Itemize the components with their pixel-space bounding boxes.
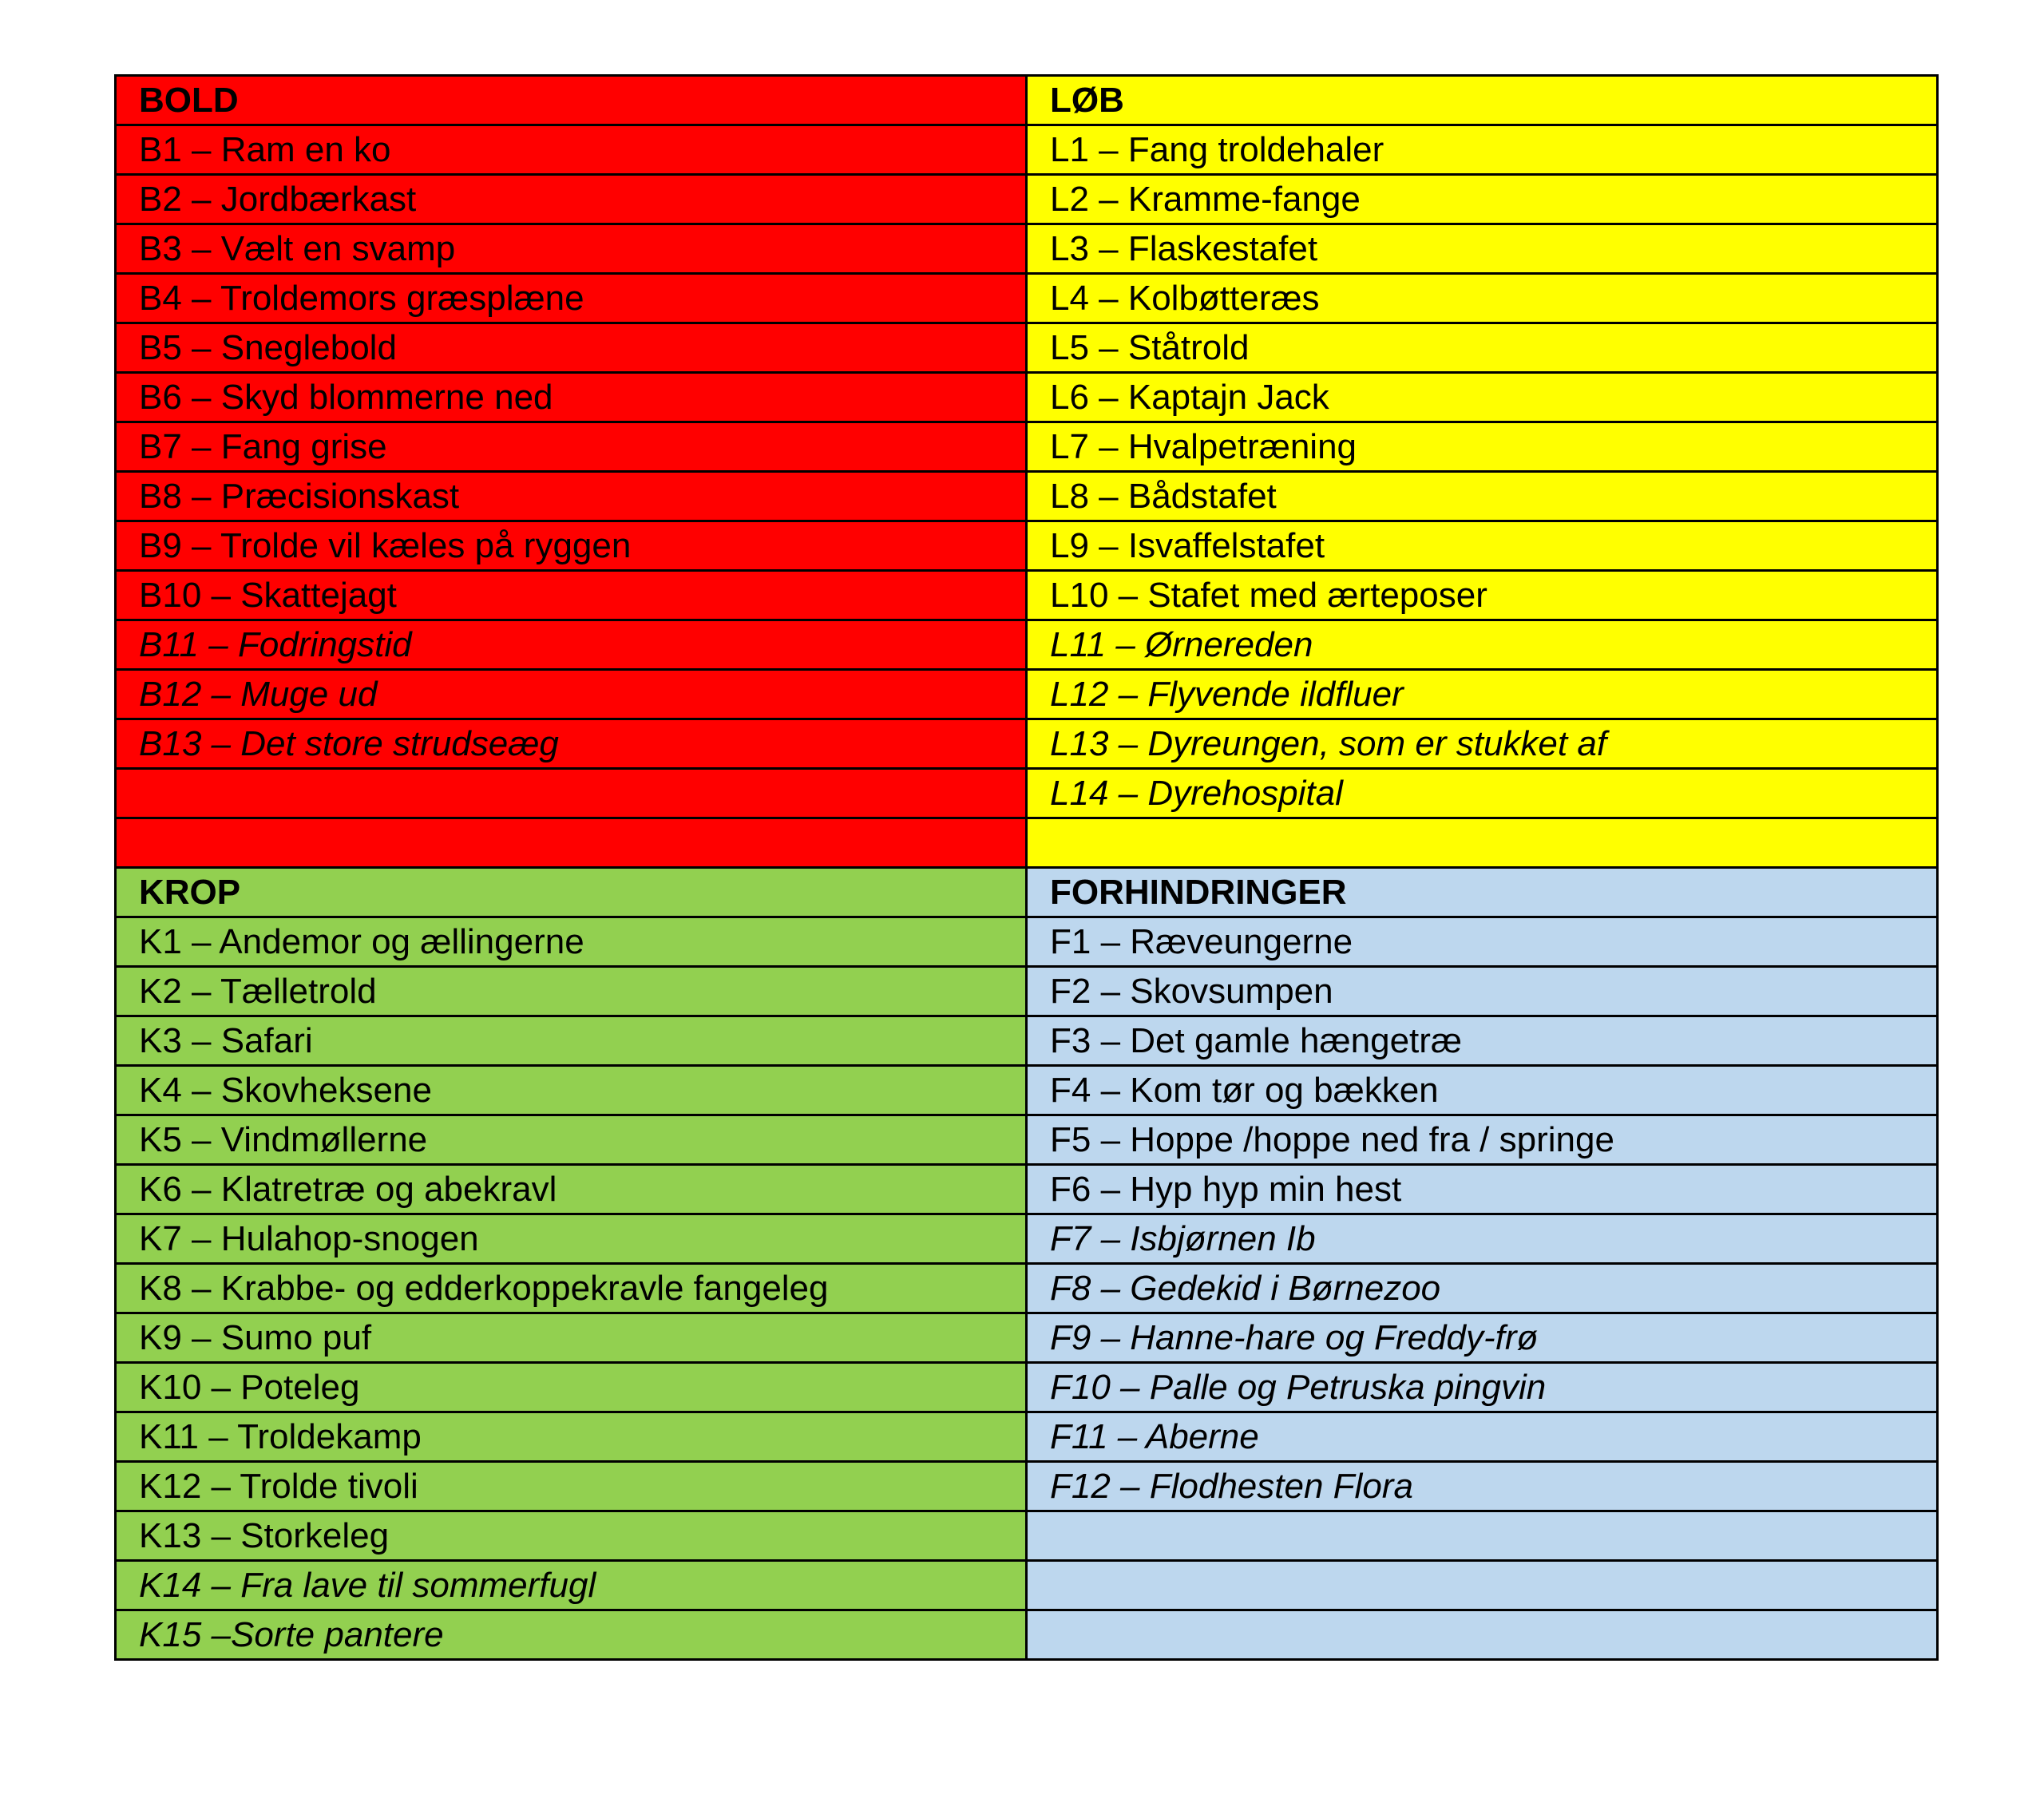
- activity-cell-forhindringer: F12 – Flodhesten Flora: [1027, 1462, 1938, 1511]
- activity-cell-krop: K9 – Sumo puf: [116, 1313, 1027, 1363]
- category-header-lob: LØB: [1027, 76, 1938, 125]
- table-row: [116, 1610, 1938, 1660]
- activity-cell-lob: L2 – Kramme-fange: [1027, 175, 1938, 224]
- activity-cell-forhindringer: F3 – Det gamle hængetræ: [1027, 1016, 1938, 1066]
- activity-cell-krop: K15 –Sorte pantere: [116, 1610, 1027, 1660]
- table-row: [116, 1462, 1938, 1511]
- activity-cell-bold: B10 – Skattejagt: [116, 571, 1027, 620]
- table-row: [116, 967, 1938, 1016]
- activity-cell-bold: B3 – Vælt en svamp: [116, 224, 1027, 274]
- activity-cell-krop: K7 – Hulahop-snogen: [116, 1214, 1027, 1264]
- activity-cell-krop: K6 – Klatretræ og abekravl: [116, 1165, 1027, 1214]
- category-header-bold: BOLD: [116, 76, 1027, 125]
- table-row: [116, 818, 1938, 868]
- table-row: [116, 472, 1938, 521]
- table-row: [116, 422, 1938, 472]
- activity-cell-bold: B12 – Muge ud: [116, 670, 1027, 719]
- category-header-krop: KROP: [116, 868, 1027, 917]
- activity-cell-lob: L8 – Bådstafet: [1027, 472, 1938, 521]
- activity-cell-lob: L7 – Hvalpetræning: [1027, 422, 1938, 472]
- table-body: [116, 76, 1938, 1660]
- section-header-row: [116, 868, 1938, 917]
- activity-cell-krop: K5 – Vindmøllerne: [116, 1115, 1027, 1165]
- activity-cell-lob: L3 – Flaskestafet: [1027, 224, 1938, 274]
- table-row: [116, 1066, 1938, 1115]
- activity-cell-forhindringer: F11 – Aberne: [1027, 1412, 1938, 1462]
- table-row: [116, 620, 1938, 670]
- table-row: [116, 917, 1938, 967]
- activity-table: [114, 74, 1939, 1661]
- activity-cell-forhindringer: F6 – Hyp hyp min hest: [1027, 1165, 1938, 1214]
- activity-cell-krop: K8 – Krabbe- og edderkoppekravle fangeleg: [116, 1264, 1027, 1313]
- table-row: [116, 571, 1938, 620]
- table-row: [116, 769, 1938, 818]
- activity-cell-bold: B5 – Sneglebold: [116, 323, 1027, 373]
- activity-cell-krop: K4 – Skovheksene: [116, 1066, 1027, 1115]
- activity-cell-krop: K10 – Poteleg: [116, 1363, 1027, 1412]
- table-row: [116, 1412, 1938, 1462]
- activity-cell-forhindringer: F10 – Palle og Petruska pingvin: [1027, 1363, 1938, 1412]
- table-row: [116, 274, 1938, 323]
- activity-cell-forhindringer: F2 – Skovsumpen: [1027, 967, 1938, 1016]
- activity-cell-forhindringer: F4 – Kom tør og bækken: [1027, 1066, 1938, 1115]
- activity-cell-lob: [1027, 818, 1938, 868]
- activity-cell-bold: B7 – Fang grise: [116, 422, 1027, 472]
- category-header-forhindringer: FORHINDRINGER: [1027, 868, 1938, 917]
- activity-cell-lob: L5 – Ståtrold: [1027, 323, 1938, 373]
- activity-cell-forhindringer: [1027, 1610, 1938, 1660]
- table-row: [116, 1016, 1938, 1066]
- table-row: [116, 1313, 1938, 1363]
- activity-cell-bold: B1 – Ram en ko: [116, 125, 1027, 175]
- activity-cell-lob: L12 – Flyvende ildfluer: [1027, 670, 1938, 719]
- table-row: [116, 1511, 1938, 1561]
- table-row: [116, 1115, 1938, 1165]
- activity-cell-krop: K14 – Fra lave til sommerfugl: [116, 1561, 1027, 1610]
- table-row: [116, 1561, 1938, 1610]
- table-row: [116, 323, 1938, 373]
- activity-cell-forhindringer: F1 – Ræveungerne: [1027, 917, 1938, 967]
- activity-cell-bold: B13 – Det store strudseæg: [116, 719, 1027, 769]
- table-row: [116, 1363, 1938, 1412]
- activity-cell-forhindringer: F8 – Gedekid i Børnezoo: [1027, 1264, 1938, 1313]
- activity-cell-bold: [116, 769, 1027, 818]
- section-header-row: [116, 76, 1938, 125]
- activity-cell-bold: B11 – Fodringstid: [116, 620, 1027, 670]
- activity-cell-forhindringer: F5 – Hoppe /hoppe ned fra / springe: [1027, 1115, 1938, 1165]
- activity-cell-bold: [116, 818, 1027, 868]
- activity-cell-forhindringer: F9 – Hanne-hare og Freddy-frø: [1027, 1313, 1938, 1363]
- table-row: [116, 175, 1938, 224]
- activity-cell-lob: L4 – Kolbøtteræs: [1027, 274, 1938, 323]
- activity-cell-krop: K11 – Troldekamp: [116, 1412, 1027, 1462]
- activity-cell-bold: B4 – Troldemors græsplæne: [116, 274, 1027, 323]
- activity-cell-forhindringer: [1027, 1561, 1938, 1610]
- activity-cell-lob: L9 – Isvaffelstafet: [1027, 521, 1938, 571]
- table-row: [116, 670, 1938, 719]
- activity-cell-lob: L6 – Kaptajn Jack: [1027, 373, 1938, 422]
- activity-cell-lob: L11 – Ørnereden: [1027, 620, 1938, 670]
- table-row: [116, 224, 1938, 274]
- activity-cell-krop: K2 – Tælletrold: [116, 967, 1027, 1016]
- activity-cell-krop: K12 – Trolde tivoli: [116, 1462, 1027, 1511]
- activity-cell-forhindringer: [1027, 1511, 1938, 1561]
- activity-cell-krop: K13 – Storkeleg: [116, 1511, 1027, 1561]
- activity-cell-forhindringer: F7 – Isbjørnen Ib: [1027, 1214, 1938, 1264]
- activity-cell-lob: L10 – Stafet med ærteposer: [1027, 571, 1938, 620]
- activity-cell-krop: K1 – Andemor og ællingerne: [116, 917, 1027, 967]
- activity-cell-bold: B9 – Trolde vil kæles på ryggen: [116, 521, 1027, 571]
- table-row: [116, 1214, 1938, 1264]
- activity-cell-krop: K3 – Safari: [116, 1016, 1027, 1066]
- activity-cell-lob: L13 – Dyreungen, som er stukket af: [1027, 719, 1938, 769]
- activity-cell-lob: L1 – Fang troldehaler: [1027, 125, 1938, 175]
- activity-cell-bold: B6 – Skyd blommerne ned: [116, 373, 1027, 422]
- activity-cell-bold: B8 – Præcisionskast: [116, 472, 1027, 521]
- table-row: [116, 1165, 1938, 1214]
- table-row: [116, 521, 1938, 571]
- table-row: [116, 1264, 1938, 1313]
- table-row: [116, 373, 1938, 422]
- table-row: [116, 125, 1938, 175]
- table-row: [116, 719, 1938, 769]
- activity-cell-bold: B2 – Jordbærkast: [116, 175, 1027, 224]
- activity-cell-lob: L14 – Dyrehospital: [1027, 769, 1938, 818]
